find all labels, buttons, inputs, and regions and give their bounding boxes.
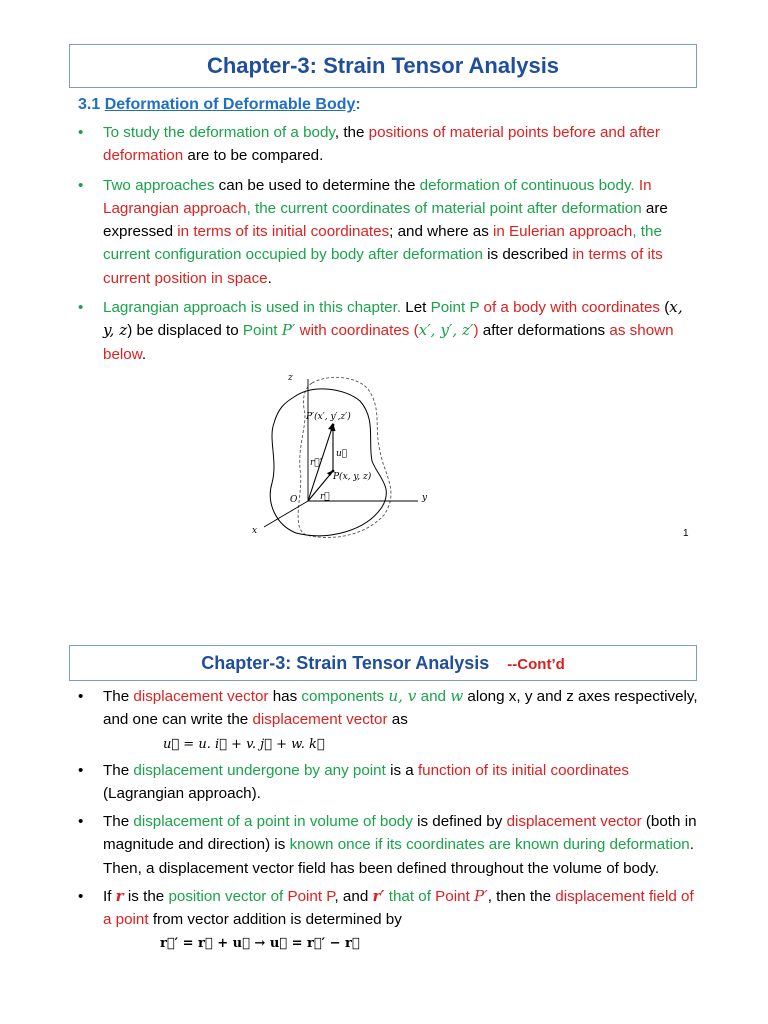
body-outline xyxy=(270,389,386,536)
bullet-list xyxy=(78,685,698,956)
bullet-item: • If r is the position vector of Point P, and r′ that of Point P′, then the displacement field of a point from vector addition is determined by r⃗′ = r⃗ + u⃗ → u⃗ = r⃗′ − r⃗ xyxy=(78,885,698,953)
slide-2 xyxy=(0,628,768,1024)
label-z: z xyxy=(288,373,293,383)
slide-title-text: Chapter-3: Strain Tensor Analysis xyxy=(201,653,490,673)
label-p-prime: P′(x′, y′,z′) xyxy=(306,412,351,422)
bullet-item: • The displacement vector has components u, v and w along x, y and z axes respectively, and one can write the displacement vector as u⃗ = u. i⃗ + v. j⃗ + w. k⃗ xyxy=(78,685,698,754)
point-p-prime xyxy=(332,424,335,427)
deformation-diagram xyxy=(250,365,428,545)
slide-title xyxy=(69,645,697,681)
label-y: y xyxy=(422,493,428,503)
label-r-prime: r⃗′ xyxy=(310,458,322,468)
section-title: Deformation of Deformable Body xyxy=(104,96,356,113)
vector-addition-equation: r⃗′ = r⃗ + u⃗ → u⃗ = r⃗′ − r⃗ xyxy=(160,935,360,951)
section-heading xyxy=(78,96,361,114)
x-axis xyxy=(264,501,308,527)
label-r: r⃗ xyxy=(320,492,330,502)
section-colon: : xyxy=(355,96,361,113)
bullet-item: • To study the deformation of a body, the positions of material points before and after deformation are to be compared. xyxy=(78,121,698,168)
bullet-list xyxy=(78,121,698,372)
bullet-item: • The displacement of a point in volume of body is defined by displacement vector (both in magnitude and direction) is known once if its coordinates are known during deformation. Then, a displacement vector field has been defined throughout the volume of body. xyxy=(78,810,698,880)
page-number: 1 xyxy=(683,528,689,539)
label-u: u⃗ xyxy=(336,449,348,459)
bullet-item: • Two approaches can be used to determine the deformation of continuous body. In Lagrangian approach, the current coordinates of material point after deformation are expressed in terms of its initial coordinates; and where as in Eulerian approach, the current configuration occupied by body after deformation is described in terms of its current position in space. xyxy=(78,174,698,290)
slide-title: Chapter-3: Strain Tensor Analysis xyxy=(69,44,697,88)
label-p: P(x, y, z) xyxy=(333,472,372,482)
contd-label: --Cont’d xyxy=(507,656,565,673)
bullet-item: • The displacement undergone by any point is a function of its initial coordinates (Lagrangian approach). xyxy=(78,759,698,806)
label-o: O xyxy=(290,495,298,505)
section-number: 3.1 xyxy=(78,96,101,113)
bullet-item: • Lagrangian approach is used in this chapter. Let Point P of a body with coordinates (x, y, z) be displaced to Point P′ with coordinates (x′, y′, z′) after deformations as shown below. xyxy=(78,296,698,366)
label-x: x xyxy=(252,526,258,536)
displacement-equation: u⃗ = u. i⃗ + v. j⃗ + w. k⃗ xyxy=(163,736,325,752)
